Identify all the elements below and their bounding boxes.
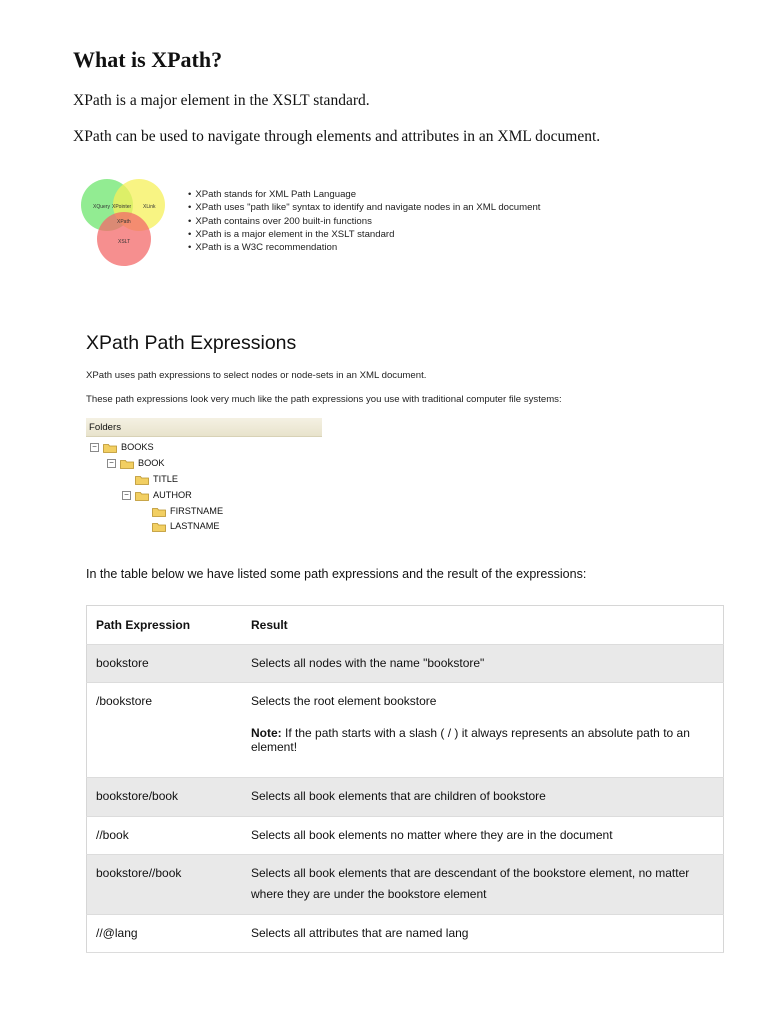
- folder-tree: [86, 418, 322, 538]
- folder-icon: [120, 459, 134, 469]
- tree-node-label: BOOKS: [121, 442, 154, 452]
- folder-icon: [152, 522, 166, 532]
- table-row: [87, 645, 724, 683]
- table-intro: In the table below we have listed some path expressions and the result of the expressions:: [86, 567, 587, 581]
- folder-icon: [135, 475, 149, 485]
- result-cell: Selects all attributes that are named lang: [251, 926, 469, 940]
- tree-node-label: BOOK: [138, 458, 165, 468]
- collapse-icon[interactable]: −: [122, 491, 131, 500]
- tree-node-lastname[interactable]: [152, 519, 220, 533]
- note-body: If the path starts with a slash ( / ) it always represents an absolute path to an element!: [251, 726, 690, 754]
- expression-cell: bookstore: [96, 656, 149, 670]
- collapse-icon[interactable]: −: [107, 459, 116, 468]
- folder-tree-header: Folders: [86, 418, 322, 437]
- folder-icon: [135, 491, 149, 501]
- intro-paragraph: XPath is a major element in the XSLT standard.: [73, 92, 370, 109]
- tree-node-books[interactable]: [90, 440, 154, 454]
- table-row: [87, 855, 724, 915]
- collapse-icon[interactable]: −: [90, 443, 99, 452]
- folder-icon: [152, 507, 166, 517]
- column-header: Result: [251, 618, 288, 632]
- result-text: Selects the root element bookstore: [251, 694, 437, 708]
- section-title: XPath Path Expressions: [86, 332, 297, 354]
- expression-cell: /bookstore: [96, 694, 153, 708]
- tree-node-title[interactable]: [135, 472, 178, 486]
- note-label: Note:: [251, 726, 282, 740]
- note-text: [251, 726, 711, 754]
- table-row: [87, 778, 724, 817]
- table-row: [87, 915, 724, 953]
- list-item: • XPath contains over 200 built-in functions: [188, 215, 540, 228]
- section-paragraph: XPath uses path expressions to select nodes or node-sets in an XML document.: [86, 370, 427, 381]
- xpath-label: XPath: [117, 219, 131, 225]
- tree-node-label: FIRSTNAME: [170, 506, 224, 516]
- table-header-row: [87, 606, 724, 645]
- list-item: • XPath uses "path like" syntax to identify and navigate nodes in an XML document: [188, 201, 540, 214]
- xpath-facts-list: [188, 188, 540, 254]
- result-cell: Selects all book elements no matter where they are in the document: [251, 828, 613, 842]
- expression-cell: bookstore//book: [96, 866, 182, 880]
- xpath-venn-diagram: [79, 175, 169, 269]
- expression-cell: bookstore/book: [96, 789, 179, 803]
- xslt-label: XSLT: [118, 239, 131, 245]
- list-item: • XPath is a major element in the XSLT standard: [188, 228, 540, 241]
- table-row: [87, 817, 724, 855]
- list-item: • XPath is a W3C recommendation: [188, 241, 540, 254]
- result-cell: [251, 683, 724, 778]
- tree-node-firstname[interactable]: [152, 504, 223, 518]
- xquery-label: XQuery: [93, 204, 110, 210]
- tree-node-label: AUTHOR: [153, 490, 192, 500]
- section-paragraph: These path expressions look very much like the path expressions you use with traditional computer file systems:: [86, 394, 562, 405]
- page-title: What is XPath?: [73, 47, 223, 72]
- result-cell: Selects all book elements that are children of bookstore: [251, 789, 546, 803]
- tree-node-label: LASTNAME: [170, 521, 220, 531]
- tree-node-label: TITLE: [153, 474, 179, 484]
- xpointer-label: XPointer: [112, 204, 132, 210]
- expression-cell: //book: [96, 828, 129, 842]
- expression-cell: //@lang: [96, 926, 138, 940]
- tree-node-book[interactable]: [107, 456, 165, 470]
- path-expression-table: [86, 605, 724, 953]
- list-item: • XPath stands for XML Path Language: [188, 188, 540, 201]
- intro-paragraph: XPath can be used to navigate through elements and attributes in an XML document.: [73, 128, 601, 145]
- xlink-label: XLink: [143, 204, 156, 210]
- tree-node-author[interactable]: [122, 488, 192, 502]
- result-cell: Selects all book elements that are descendant of the bookstore element, no matter where they are under the bookstore element: [251, 866, 690, 901]
- folder-icon: [103, 443, 117, 453]
- column-header: Path Expression: [96, 618, 191, 632]
- table-row: [87, 683, 724, 778]
- result-cell: Selects all nodes with the name "bookstore": [251, 656, 485, 670]
